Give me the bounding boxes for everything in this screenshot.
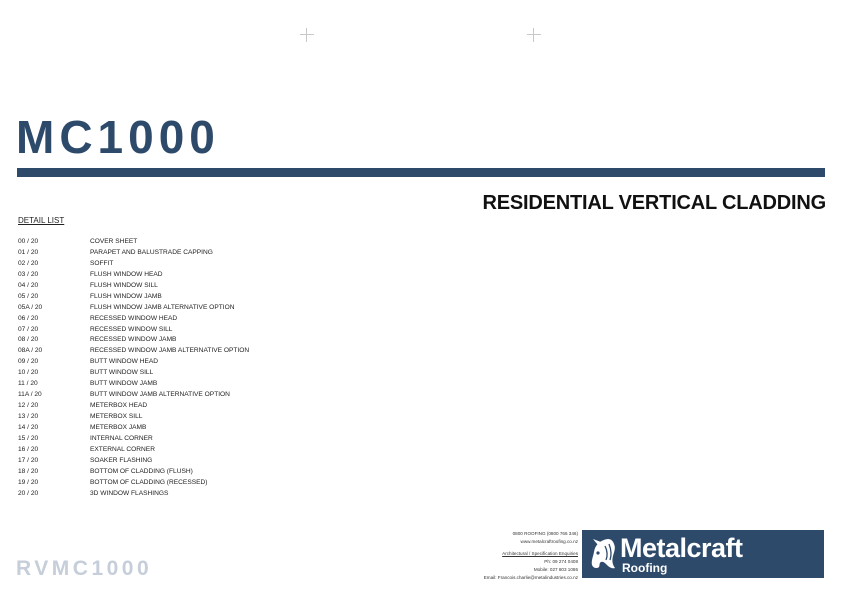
detail-list-item [18,292,249,303]
detail-list-item [18,390,249,401]
detail-number: 05 / 20 [18,292,39,300]
detail-number: 00 / 20 [18,238,39,245]
document-subtitle: RESIDENTIAL VERTICAL CLADDING [482,192,826,214]
contact-role: Architectural / Specification Enquiries [502,551,578,556]
detail-name: RECESSED WINDOW HEAD [90,314,178,322]
detail-number: 02 / 20 [18,259,39,267]
detail-name: RECESSED WINDOW JAMB [90,336,177,344]
detail-name: RECESSED WINDOW JAMB ALTERNATIVE OPTION [90,347,250,355]
contact-web: www.metalcraftroofing.co.nz [520,539,578,544]
logo-sub: Roofing [622,561,668,575]
detail-name: METERBOX SILL [90,413,143,420]
detail-name: FLUSH WINDOW HEAD [90,270,163,278]
detail-number: 05A / 20 [18,303,43,311]
contact-ph: Ph: 09 274 0408 [544,559,578,564]
detail-list-item [18,248,249,259]
detail-name: BUTT WINDOW HEAD [90,358,159,366]
detail-list-heading: DETAIL LIST [18,216,65,225]
detail-name: BUTT WINDOW JAMB [90,380,158,388]
detail-list-item [18,467,249,478]
drawing-code: RVMC1000 [16,557,153,580]
detail-name: METERBOX JAMB [90,423,147,431]
detail-number: 16 / 20 [18,445,39,453]
detail-name: FLUSH WINDOW SILL [90,281,158,289]
crop-mark [300,28,314,42]
detail-list-item [18,325,249,336]
detail-list-item [18,357,249,368]
detail-list-item [18,270,249,281]
detail-name: BUTT WINDOW SILL [90,369,154,377]
detail-name: 3D WINDOW FLASHINGS [90,489,169,497]
detail-list-item [18,456,249,467]
detail-number: 10 / 20 [18,369,39,377]
detail-list-item [18,401,249,412]
detail-number: 03 / 20 [18,270,39,278]
detail-number: 19 / 20 [18,478,39,486]
logo-brand: Metalcraft [620,533,743,563]
detail-list-item [18,478,249,489]
detail-list-item [18,237,249,248]
detail-number: 06 / 20 [18,314,39,322]
detail-number: 08A / 20 [18,347,43,355]
detail-number: 04 / 20 [18,281,39,289]
detail-number: 14 / 20 [18,423,39,431]
detail-name: INTERNAL CORNER [90,434,153,442]
detail-number: 13 / 20 [18,413,39,420]
detail-number: 12 / 20 [18,402,39,410]
detail-name: SOAKER FLASHING [90,456,153,464]
contact-email: Email: Francois.charlie@metalindustries.co.nz [483,575,578,580]
detail-number: 09 / 20 [18,358,39,366]
detail-list-item [18,445,249,456]
contact-phone: 0800 ROOFING (0800 766 346) [512,531,578,536]
detail-number: 18 / 20 [18,467,39,475]
detail-list-item [18,259,249,270]
detail-number: 11A / 20 [18,391,42,399]
detail-number: 17 / 20 [18,456,39,464]
detail-list-item [18,281,249,292]
detail-name: BOTTOM OF CLADDING (RECESSED) [90,478,208,486]
detail-list-item [18,434,249,445]
contact-block [484,530,578,582]
detail-list [18,237,249,500]
detail-name: PARAPET AND BALUSTRADE CAPPING [90,248,213,256]
detail-name: COVER SHEET [90,238,138,245]
detail-name: BOTTOM OF CLADDING (FLUSH) [90,467,193,475]
detail-name: BUTT WINDOW JAMB ALTERNATIVE OPTION [90,391,230,399]
title-rule [17,168,825,177]
detail-number: 20 / 20 [18,489,39,497]
detail-number: 01 / 20 [18,248,39,256]
detail-list-item [18,335,249,346]
detail-name: EXTERNAL CORNER [90,445,155,453]
detail-list-item [18,379,249,390]
detail-number: 07 / 20 [18,325,39,333]
detail-number: 08 / 20 [18,336,39,344]
detail-list-item [18,412,249,423]
detail-list-item [18,314,249,325]
horse-head-icon [588,536,620,572]
contact-mobile: Mobile: 027 803 1086 [533,567,578,572]
detail-list-item [18,423,249,434]
detail-list-item [18,303,249,314]
crop-mark [527,28,541,42]
detail-name: METERBOX HEAD [90,402,148,410]
detail-number: 11 / 20 [18,380,38,388]
metalcraft-logo [582,530,824,578]
detail-list-item [18,346,249,357]
detail-name: FLUSH WINDOW JAMB ALTERNATIVE OPTION [90,303,235,311]
detail-name: SOFFIT [90,259,114,267]
detail-number: 15 / 20 [18,434,39,442]
detail-name: FLUSH WINDOW JAMB [90,292,162,300]
document-title: MC1000 [16,111,220,163]
detail-list-item [18,368,249,379]
detail-name: RECESSED WINDOW SILL [90,325,173,333]
detail-list-item [18,489,249,500]
